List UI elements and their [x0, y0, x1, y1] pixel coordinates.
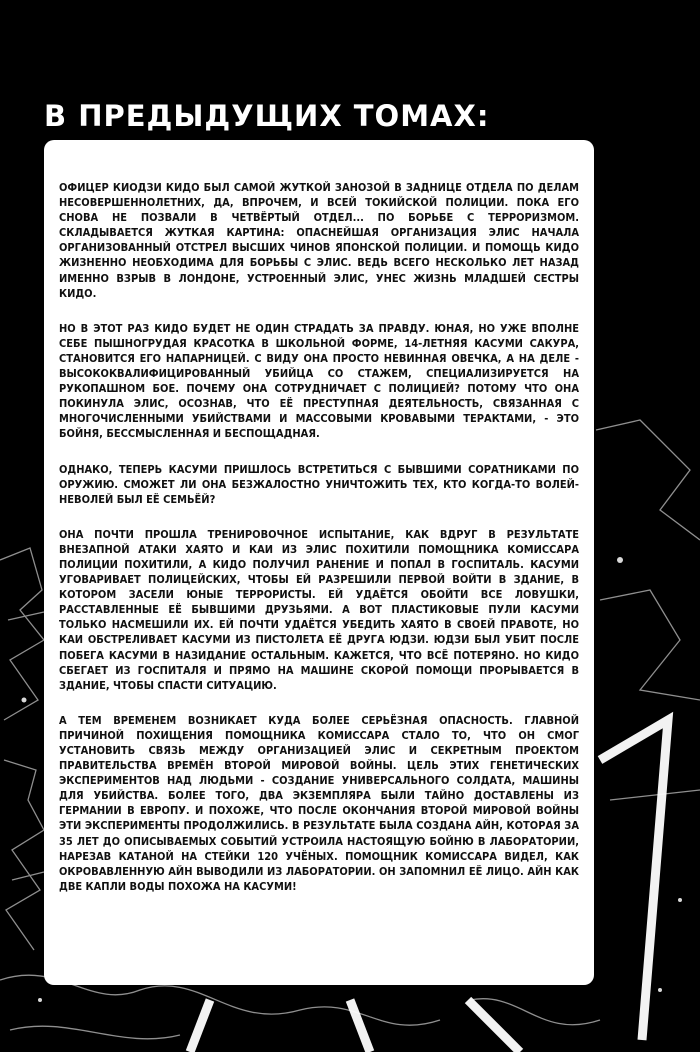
- page-title: В ПРЕДЫДУЩИХ ТОМАХ:: [44, 99, 490, 133]
- summary-paragraph-3: ОДНАКО, ТЕПЕРЬ КАСУМИ ПРИШЛОСЬ ВСТРЕТИТЬСЯ С БЫВШИМИ СОРАТНИКАМИ ПО ОРУЖИЮ. СМОЖЕТ ЛИ ОНА БЕЗЖАЛОСТНО УНИЧТОЖИТЬ ТЕХ, КТО КОГДА-ТО ВОЛЕЙ-НЕВОЛЕЙ БЫЛ ЕЁ СЕМЬЁЙ?: [59, 462, 579, 506]
- summary-paragraph-4: ОНА ПОЧТИ ПРОШЛА ТРЕНИРОВОЧНОЕ ИСПЫТАНИЕ, КАК ВДРУГ В РЕЗУЛЬТАТЕ ВНЕЗАПНОЙ АТАКИ ХАЯТО И КАИ ИЗ ЭЛИС ПОХИТИЛИ ПОМОЩНИКА КОМИССАРА ПОЛИЦИИ ПОХИТИЛИ, А КИДО ПОЛУЧИЛ РАНЕНИЕ И ПОПАЛ В ГОСПИТАЛЬ. КАСУМИ УГОВАРИВАЕТ ПОЛИЦЕЙСКИХ, ЧТОБЫ ЕЙ РАЗРЕШИЛИ ПЕРВОЙ ВОЙТИ В ЗДАНИЕ, В КОТОРОМ ЗАСЕЛИ ЮНЫЕ ТЕРРОРИСТЫ. ЕЙ УДАЁТСЯ ОБОЙТИ ВСЕ ЛОВУШКИ, РАССТАВЛЕННЫЕ ЕЁ БЫВШИМИ ДРУЗЬЯМИ. А ВОТ ПЛАСТИКОВЫЕ ПУЛИ КАСУМИ ТОЛЬКО НАСМЕШИЛИ ИХ. ЕЙ ПОЧТИ УДАЁТСЯ УБЕДИТЬ ХАЯТО В СВОЕЙ ПРАВОТЕ, НО КАИ ОБСТРЕЛИВАЕТ КАСУМИ ИЗ ПИСТОЛЕТА ЕЁ ДРУГА ЮДЗИ. ЮДЗИ БЫЛ УБИТ ПОСЛЕ ПОБЕГА КАСУМИ В НАЗИДАНИЕ ОСТАЛЬНЫМ. КАЖЕТСЯ, ЧТО ВСЁ ПОТЕРЯНО. НО КИДО СБЕГАЕТ ИЗ ГОСПИТАЛЯ И ПРЯМО НА МАШИНЕ СКОРОЙ ПОМОЩИ ПРОРЫВАЕТСЯ В ЗДАНИЕ, ЧТОБЫ СПАСТИ СИТУАЦИЮ.: [59, 527, 579, 692]
- summary-paragraph-5: А ТЕМ ВРЕМЕНЕМ ВОЗНИКАЕТ КУДА БОЛЕЕ СЕРЬЁЗНАЯ ОПАСНОСТЬ. ГЛАВНОЙ ПРИЧИНОЙ ПОХИЩЕНИЯ ПОМОЩНИКА КОМИССАРА СТАЛО ТО, ЧТО ОН СМОГ УСТАНОВИТЬ СВЯЗЬ МЕЖДУ ОРГАНИЗАЦИЕЙ ЭЛИС И СЕКРЕТНЫМ ПРОЕКТОМ ПРАВИТЕЛЬСТВА ВРЕМЁН ВТОРОЙ МИРОВОЙ ВОЙНЫ. ЦЕЛЬ ЭТИХ ГЕНЕТИЧЕСКИХ ЭКСПЕРИМЕНТОВ НАД ЛЮДЬМИ - СОЗДАНИЕ УНИВЕРСАЛЬНОГО СОЛДАТА, МАШИНЫ ДЛЯ УБИЙСТВА. БОЛЕЕ ТОГО, ДВА ЭКЗЕМПЛЯРА БЫЛИ ТАЙНО ДОСТАВЛЕНЫ ИЗ ГЕРМАНИИ В ЕВРОПУ. И ПОХОЖЕ, ЧТО ПОСЛЕ ОКОНЧАНИЯ ВТОРОЙ МИРОВОЙ ВОЙНЫ ЭТИ ЭКСПЕРИМЕНТЫ ПРОДОЛЖИЛИСЬ. В РЕЗУЛЬТАТЕ БЫЛА СОЗДАНА АЙН, КОТОРАЯ ЗА 35 ЛЕТ ДО ОПИСЫВАЕМЫХ СОБЫТИЙ УСТРОИЛА НАСТОЯЩУЮ БОЙНЮ В ЛАБОРАТОРИИ, НАРЕЗАВ КАТАНОЙ НА СТЕЙКИ 120 УЧЁНЫХ. ПОМОЩНИК КОМИССАРА ВИДЕЛ, КАК ОКРОВАВЛЕННУЮ АЙН ВЫВОДИЛИ ИЗ ЛАБОРАТОРИИ. ОН ЗАПОМНИЛ ЕЁ ЛИЦО. АЙН КАК ДВЕ КАПЛИ ВОДЫ ПОХОЖА НА КАСУМИ!: [59, 713, 579, 893]
- summary-paragraph-1: ОФИЦЕР КИОДЗИ КИДО БЫЛ САМОЙ ЖУТКОЙ ЗАНОЗОЙ В ЗАДНИЦЕ ОТДЕЛА ПО ДЕЛАМ НЕСОВЕРШЕННОЛЕТНИХ, ДА, ВПРОЧЕМ, И ВСЕЙ ТОКИЙСКОЙ ПОЛИЦИИ. ПОКА ЕГО СНОВА НЕ ПОЗВАЛИ В ЧЕТВЁРТЫЙ ОТДЕЛ... ПО БОРЬБЕ С ТЕРРОРИЗМОМ. СКЛАДЫВАЕТСЯ ЖУТКАЯ КАРТИНА: ОПАСНЕЙШАЯ ОРГАНИЗАЦИЯ ЭЛИС НАЧАЛА ОРГАНИЗОВАННЫЙ ОТСТРЕЛ ВЫСШИХ ЧИНОВ ЯПОНСКОЙ ПОЛИЦИИ. И ПОМОЩЬ КИДО ЖИЗНЕННО НЕОБХОДИМА ДЛЯ БОРЬБЫ С ЭЛИС. ВЕДЬ ВСЕГО НЕСКОЛЬКО ЛЕТ НАЗАД ИМЕННО ВЗРЫВ В ЛОНДОНЕ, УСТРОЕННЫЙ ЭЛИС, УНЕС ЖИЗНЬ МЛАДШЕЙ СЕСТРЫ КИДО.: [59, 181, 579, 300]
- summary-paragraph-2: НО В ЭТОТ РАЗ КИДО БУДЕТ НЕ ОДИН СТРАДАТЬ ЗА ПРАВДУ. ЮНАЯ, НО УЖЕ ВПОЛНЕ СЕБЕ ПЫШНОГРУДАЯ КРАСОТКА В ШКОЛЬНОЙ ФОРМЕ, 14-ЛЕТНЯЯ КАСУМИ САКУРА, СТАНОВИТСЯ ЕГО НАПАРНИЦЕЙ. С ВИДУ ОНА ПРОСТО НЕВИННАЯ ОВЕЧКА, А НА ДЕЛЕ - ВЫСОКОКВАЛИФИЦИРОВАННЫЙ УБИЙЦА СО СТАЖЕМ, СПЕЦИАЛИЗИРУЕТСЯ НА РУКОПАШНОМ БОЕ. ПОЧЕМУ ОНА СОТРУДНИЧАЕТ С ПОЛИЦИЕЙ? ПОТОМУ ЧТО ОНА ПОКИНУЛА ЭЛИС, ОСОЗНАВ, ЧТО ЕЁ ПРЕСТУПНАЯ ДЕЯТЕЛЬНОСТЬ, СВЯЗАННАЯ С МНОГОЧИСЛЕННЫМИ УБИЙСТВАМИ И МАССОВЫМИ КРОВАВЫМИ ТЕРАКТАМИ, - ЭТО БОЙНЯ, БЕССМЫСЛЕННАЯ И БЕСПОЩАДНАЯ.: [59, 321, 579, 441]
- summary-panel: [44, 140, 594, 985]
